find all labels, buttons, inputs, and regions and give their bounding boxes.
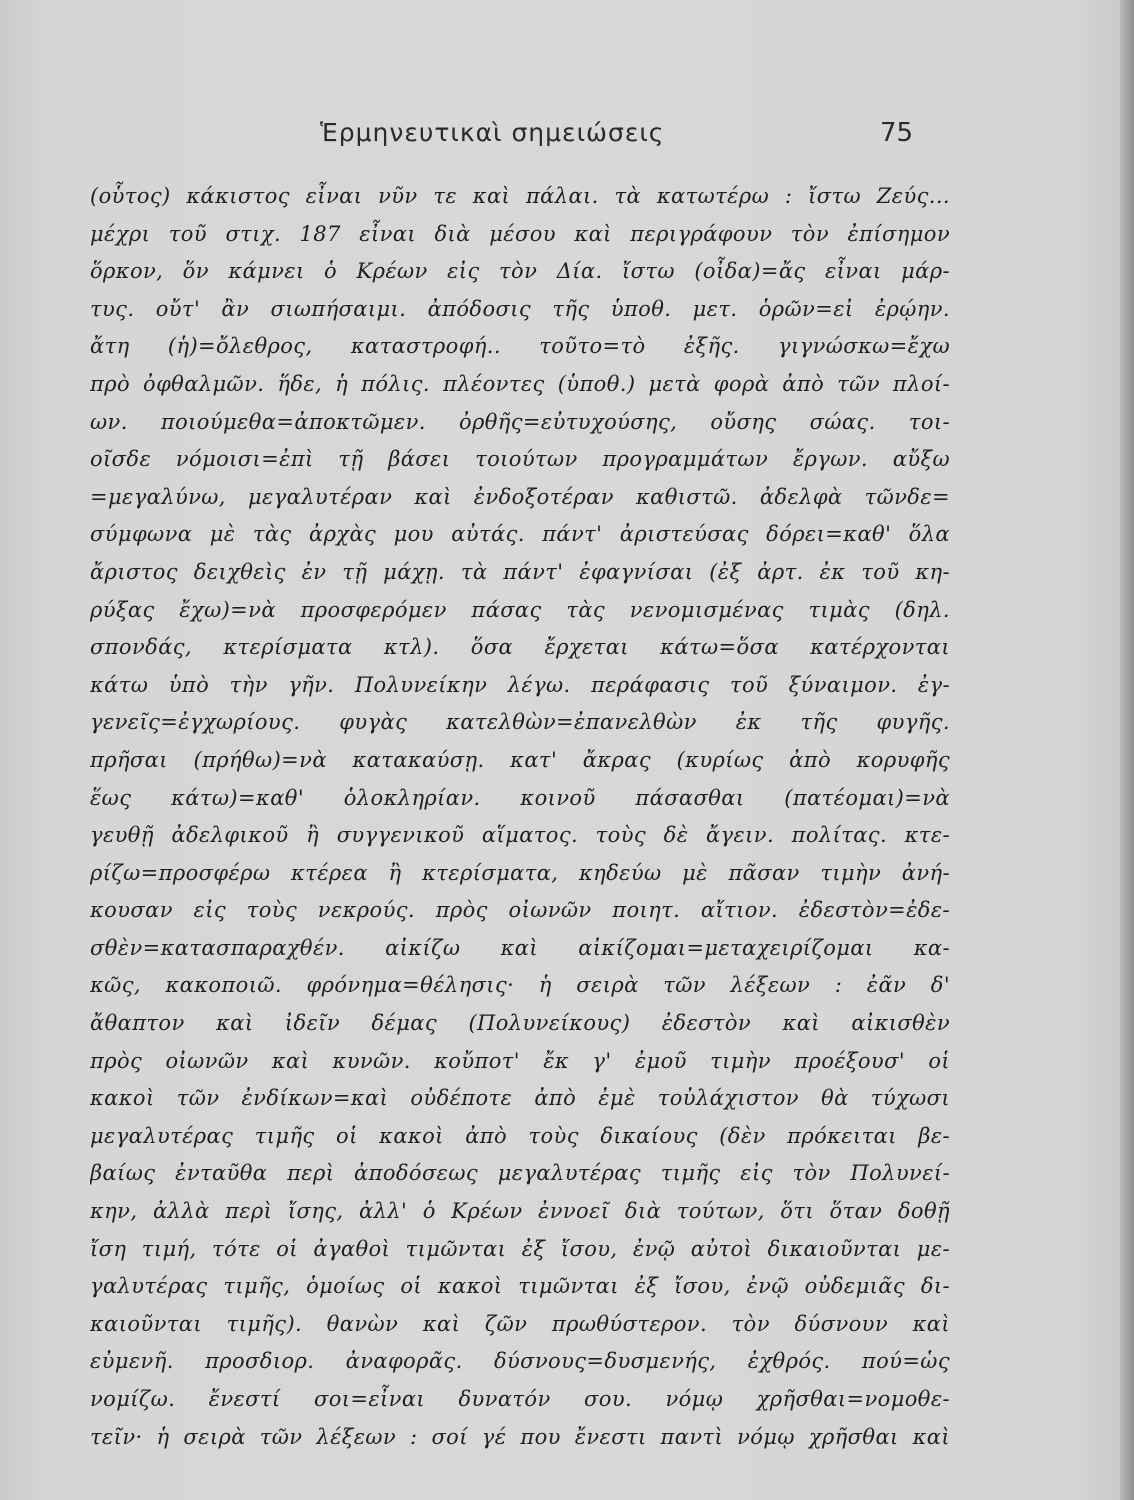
page-number: 75 (880, 118, 914, 148)
running-head (0, 118, 1134, 158)
text-line: σπονδάς, κτερίσματα κτλ). ὅσα ἔρχεται κάτω=ὅσα κατέρχονται (90, 635, 950, 660)
text-line: ἄθαπτον καὶ ἰδεῖν δέμας (Πολυνείκους) ἐδεστὸν καὶ αἰκισθὲν (90, 1011, 950, 1036)
text-line: πρῆσαι (πρήθω)=νὰ κατακαύσῃ. κατ' ἄκρας (κυρίως ἀπὸ κορυφῆς (90, 747, 950, 772)
text-line: καιοῦνται τιμῆς). θανὼν καὶ ζῶν πρωθύστερον. τὸν δύσνουν καὶ (90, 1311, 950, 1336)
text-line: γευθῇ ἀδελφικοῦ ἢ συγγενικοῦ αἵματος. τοὺς δὲ ἄγειν. πολίτας. κτε- (90, 823, 950, 848)
text-line: ἕως κάτω)=καθ' ὁλοκληρίαν. κοινοῦ πάσασθαι (πατέομαι)=νὰ (90, 785, 950, 810)
text-line: μεγαλυτέρας τιμῆς οἱ κακοὶ ἀπὸ τοὺς δικαίους (δὲν πρόκειται βε- (90, 1123, 950, 1148)
text-line: βαίως ἐνταῦθα περὶ ἀποδόσεως μεγαλυτέρας τιμῆς εἰς τὸν Πολυνεί- (90, 1161, 950, 1186)
text-line: =μεγαλύνω, μεγαλυτέραν καὶ ἐνδοξοτέραν καθιστῶ. ἀδελφὰ τῶνδε= (90, 484, 950, 509)
text-line: κην, ἀλλὰ περὶ ἴσης, ἀλλ' ὁ Κρέων ἐννοεῖ διὰ τούτων, ὅτι ὅταν δοθῇ (90, 1199, 950, 1224)
text-line: πρὸς οἰωνῶν καὶ κυνῶν. κοὔποτ' ἔκ γ' ἐμοῦ τιμὴν προέξουσ' οἱ (90, 1048, 950, 1073)
text-line: (οὗτος) κάκιστος εἶναι νῦν τε καὶ πάλαι. τὰ κατωτέρω : ἴστω Ζεύς... (90, 184, 950, 208)
text-line: οῖσδε νόμοισι=ἐπὶ τῇ βάσει τοιούτων προγραμμάτων ἔργων. αὔξω (90, 447, 950, 472)
text-line: πρὸ ὀφθαλμῶν. ἥδε, ἡ πόλις. πλέοντες (ὑποθ.) μετὰ φορὰ ἀπὸ τῶν πλοί- (90, 371, 950, 396)
page-edge (1120, 0, 1134, 1500)
text-line: ων. ποιούμεθα=ἀποκτῶμεν. ὀρθῆς=εὐτυχούσης, οὔσης σώας. τοι- (90, 409, 950, 434)
text-line: γαλυτέρας τιμῆς, ὁμοίως οἱ κακοὶ τιμῶνται ἐξ ἴσου, ἐνῷ οὐδεμιᾶς δι- (90, 1274, 950, 1299)
text-line: κάτω ὑπὸ τὴν γῆν. Πολυνείκην λέγω. περάφασις τοῦ ξύναιμον. ἐγ- (90, 672, 950, 697)
text-line: τυς. οὔτ' ἂν σιωπήσαιμι. ἀπόδοσις τῆς ὑποθ. μετ. ὁρῶν=εἰ ἐρῴην. (90, 296, 950, 321)
text-line: τεῖν· ἡ σειρὰ τῶν λέξεων : σοί γέ που ἔνεστι παντὶ νόμῳ χρῆσθαι καὶ (90, 1424, 950, 1449)
page-header-title: Ἑρμηνευτικαὶ σημειώσεις (320, 118, 665, 147)
text-line: ρίζω=προσφέρω κτέρεα ἢ κτερίσματα, κηδεύω μὲ πᾶσαν τιμὴν ἀνή- (90, 860, 950, 885)
body-text (90, 178, 950, 1456)
text-line: γενεῖς=ἐγχωρίους. φυγὰς κατελθὼν=ἐπανελθὼν ἐκ τῆς φυγῆς. (90, 710, 950, 735)
text-line: κακοὶ τῶν ἐνδίκων=καὶ οὐδέποτε ἀπὸ ἐμὲ τοὐλάχιστον θὰ τύχωσι (90, 1086, 950, 1111)
text-line: ὅρκον, ὅν κάμνει ὁ Κρέων εἰς τὸν Δία. ἴστω (οἶδα)=ἄς εἶναι μάρ- (90, 259, 950, 284)
text-line: κῶς, κακοποιῶ. φρόνημα=θέλησις· ἡ σειρὰ τῶν λέξεων : ἐᾶν δ' (90, 973, 950, 998)
text-line: σύμφωνα μὲ τὰς ἀρχὰς μου αὐτάς. πάντ' ἀριστεύσας δόρει=καθ' ὅλα (90, 522, 950, 547)
text-line: ἴση τιμή, τότε οἱ ἀγαθοὶ τιμῶνται ἐξ ἴσου, ἐνῷ αὐτοὶ δικαιοῦνται με- (90, 1236, 950, 1261)
text-line: ἄριστος δειχθεὶς ἐν τῇ μάχῃ. τὰ πάντ' ἐφαγνίσαι (ἐξ ἀρτ. ἐκ τοῦ κη- (90, 559, 950, 584)
text-line: νομίζω. ἔνεστί σοι=εἶναι δυνατόν σου. νόμῳ χρῆσθαι=νομοθε- (90, 1387, 950, 1411)
text-line: κουσαν εἰς τοὺς νεκρούς. πρὸς οἰωνῶν ποιητ. αἴτιον. ἐδεστὸν=ἐδε- (90, 898, 950, 923)
text-line: εὐμενῆ. προσδιορ. ἀναφορᾶς. δύσνους=δυσμενής, ἐχθρός. πού=ὡς (90, 1349, 950, 1374)
text-line: σθὲν=κατασπαραχθέν. αἰκίζω καὶ αἰκίζομαι=μεταχειρίζομαι κα- (90, 935, 950, 960)
text-line: ρύξας ἔχω)=νὰ προσφερόμεν πάσας τὰς νενομισμένας τιμὰς (δηλ. (90, 597, 950, 622)
text-line: ἄτη (ἡ)=ὄλεθρος, καταστροφή.. τοῦτο=τὸ ἐξῆς. γιγνώσκω=ἔχω (90, 334, 950, 359)
text-line: μέχρι τοῦ στιχ. 187 εἶναι διὰ μέσου καὶ περιγράφουν τὸν ἐπίσημον (90, 221, 950, 246)
